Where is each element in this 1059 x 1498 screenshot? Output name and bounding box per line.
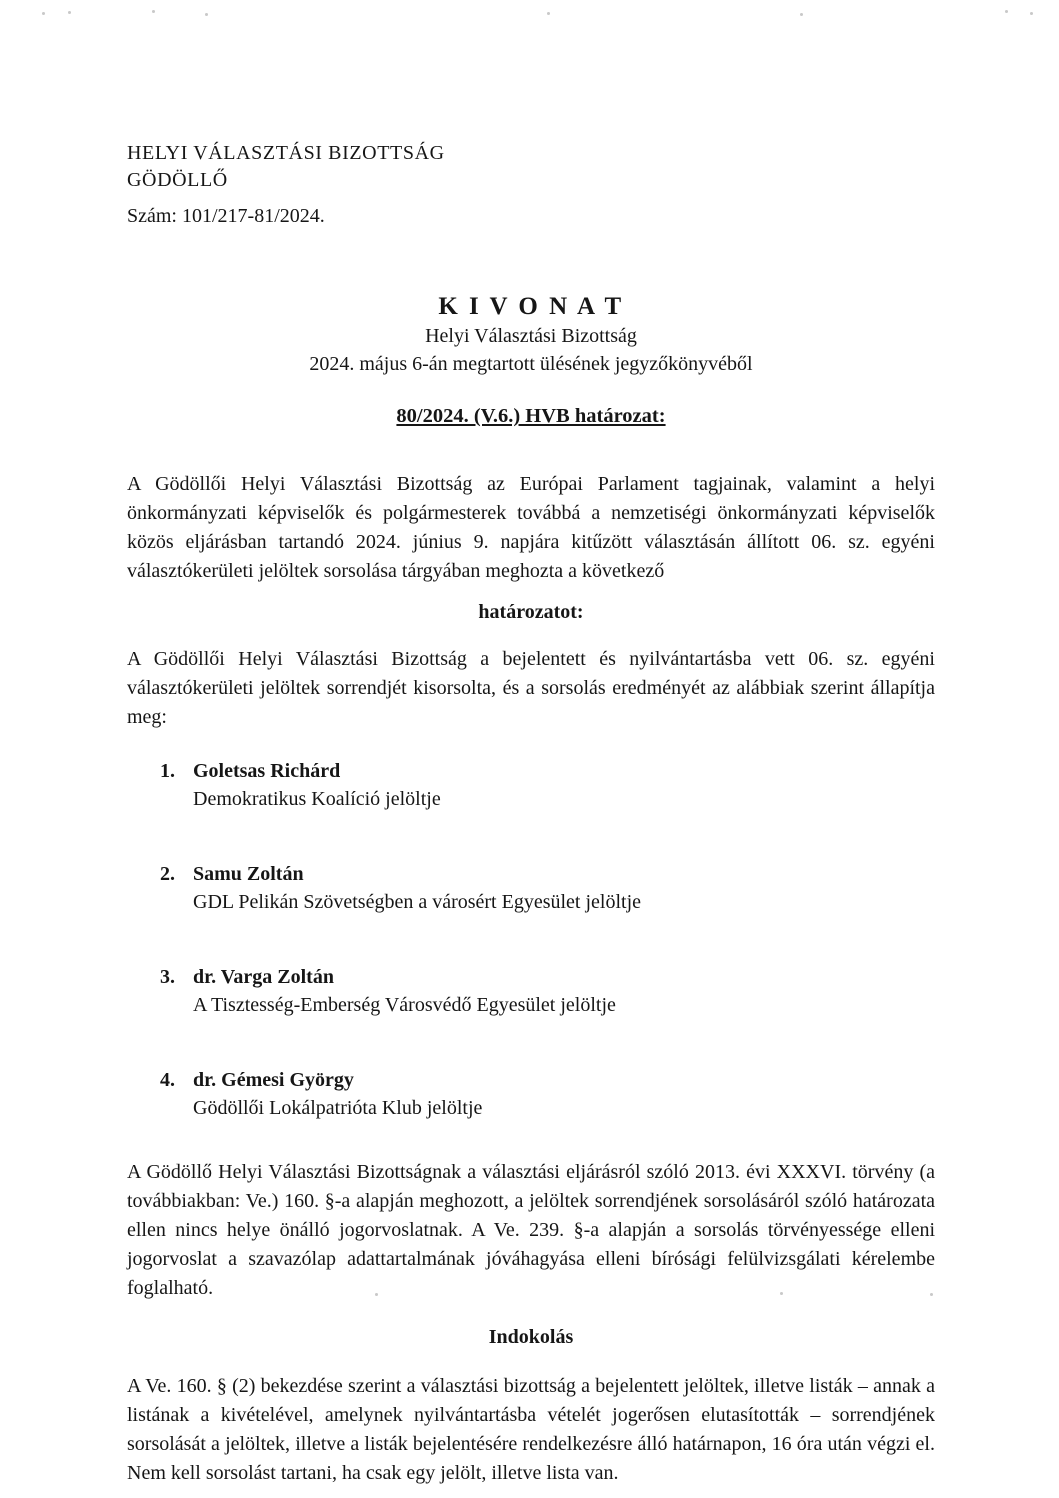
candidate-info — [193, 1067, 482, 1122]
scan-speck — [800, 13, 803, 16]
scan-speck — [68, 11, 71, 14]
candidate-item-2 — [160, 861, 935, 916]
decision-word: határozatot: — [478, 601, 584, 623]
candidate-info — [193, 758, 441, 813]
legal-remedy-paragraph: A Gödöllő Helyi Választási Bizottságnak a választási eljárásról szóló 2013. évi XXXVI. törvény (a továbbiakban: Ve.) 160. §-a alapján meghozott, a jelöltek sorrendjének sorsolásáról szóló határozata ellen nincs helye önálló jogorvoslatnak. A Ve. 239. §-a alapján a sorsolás törvényessége elleni jogorvoslat a szavazólap adattartalmának jóváhagyása elleni bírósági felülvizsgálati kérelembe foglalható. — [127, 1161, 935, 1299]
scan-speck — [1005, 10, 1008, 13]
document-header — [127, 140, 935, 230]
scan-speck — [547, 12, 550, 15]
committee-city: GÖDÖLLŐ — [127, 169, 228, 191]
title-session-line: 2024. május 6-án megtartott ülésének jegyzőkönyvéből — [309, 353, 753, 375]
reference-number: Szám: 101/217-81/2024. — [127, 205, 325, 227]
decision-number-heading: 80/2024. (V.6.) HVB határozat: — [396, 405, 666, 427]
title-committee-line: Helyi Választási Bizottság — [425, 325, 637, 347]
extract-title: K I V O N A T — [438, 293, 624, 320]
scan-speck — [205, 13, 208, 16]
scan-speck — [152, 10, 155, 13]
candidate-info — [193, 964, 616, 1019]
candidate-nominator: Gödöllői Lokálpatrióta Klub jelöltje — [193, 1097, 483, 1119]
decision-paragraph: A Gödöllői Helyi Választási Bizottság a bejelentett és nyilvántartásba vett 06. sz. egyéni választókerületi jelöltek sorrendjét kisorsolta, és a sorsolás eredményét az alábbiak szerint állapítja meg: — [127, 648, 935, 728]
candidate-name: dr. Varga Zoltán — [193, 966, 334, 988]
scan-speck — [930, 1293, 933, 1296]
candidate-nominator: A Tisztesség-Emberség Városvédő Egyesület jelöltje — [193, 994, 616, 1016]
candidate-item-3 — [160, 964, 935, 1019]
scan-speck — [1030, 12, 1033, 15]
candidate-info — [193, 861, 641, 916]
justification-heading: Indokolás — [488, 1326, 574, 1348]
candidate-number: 1. — [160, 760, 175, 782]
committee-name: HELYI VÁLASZTÁSI BIZOTTSÁG — [127, 142, 445, 164]
scan-speck — [780, 1292, 783, 1295]
candidate-item-1 — [160, 758, 935, 813]
candidate-nominator: Demokratikus Koalíció jelöltje — [193, 788, 441, 810]
candidate-name: dr. Gémesi György — [193, 1069, 354, 1091]
title-block — [127, 292, 935, 378]
candidate-name: Goletsas Richárd — [193, 760, 341, 782]
scan-speck — [42, 12, 45, 15]
candidate-number: 3. — [160, 966, 175, 988]
candidate-list — [160, 758, 935, 1122]
candidate-number: 2. — [160, 863, 175, 885]
scan-speck — [375, 1293, 378, 1296]
candidate-number: 4. — [160, 1069, 175, 1091]
candidate-item-4 — [160, 1067, 935, 1122]
candidate-name: Samu Zoltán — [193, 863, 304, 885]
intro-paragraph: A Gödöllői Helyi Választási Bizottság az Európai Parlament tagjainak, valamint a helyi önkormányzati képviselők és polgármesterek továbbá a nemzetiségi önkormányzati képviselők közös eljárásban tartandó 2024. június 9. napjára kitűzött választásán állított 06. sz. egyéni választókerületi jelöltek sorsolása tárgyában meghozta a következő — [127, 473, 935, 582]
candidate-nominator: GDL Pelikán Szövetségben a városért Egyesület jelöltje — [193, 891, 642, 913]
justification-paragraph: A Ve. 160. § (2) bekezdése szerint a választási bizottság a bejelentett jelöltek, illetve listák – annak a listának a kivételével, amelynek nyilvántartásba vételét jogerősen elutasították – sorrendjének sorsolását a jelöltek, illetve a listák bejelentésére rendelkezésre álló határnapon, 16 óra után végzi el. Nem kell sorsolást tartani, ha csak egy jelölt, illetve lista van. — [127, 1375, 935, 1484]
